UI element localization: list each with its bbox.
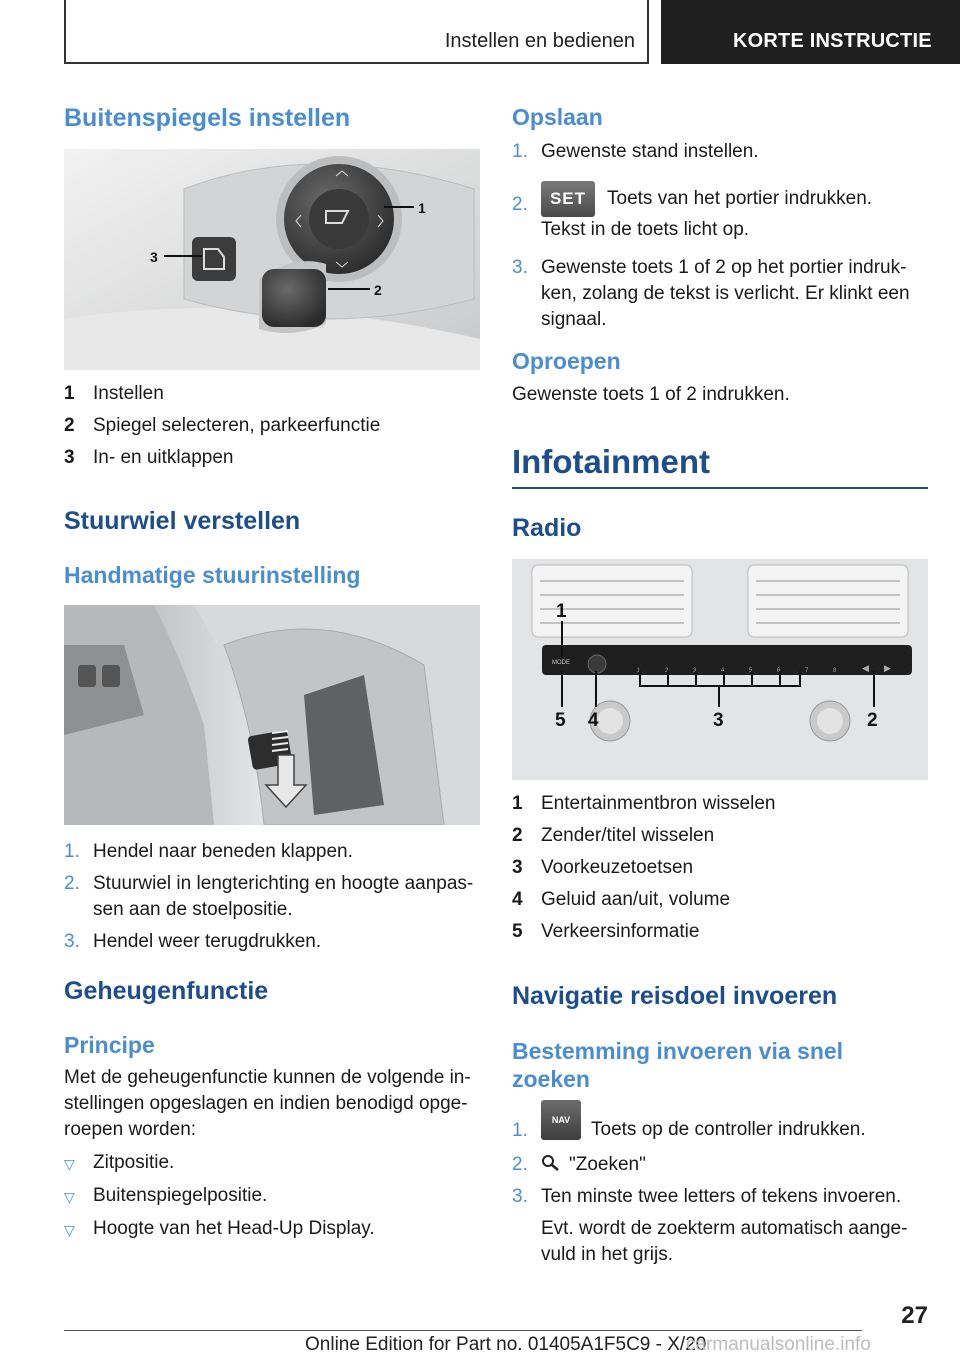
callout-1: 1 bbox=[418, 200, 426, 216]
infotainment-heading: Infotainment bbox=[512, 443, 710, 480]
mirrors-heading: Buitenspiegels instellen bbox=[64, 104, 351, 132]
list-item: 1. NAV Toets op de controller indrukken. bbox=[512, 1098, 928, 1144]
steering-steps bbox=[64, 839, 480, 955]
list-item: 3 In- en uitklappen bbox=[64, 447, 234, 468]
radio-callout-3: 3 bbox=[713, 710, 724, 731]
navigation-heading: Navigatie reisdoel invoeren bbox=[512, 982, 838, 1010]
bullet-triangle-icon: ▽ bbox=[64, 1189, 75, 1205]
edition-text: Online Edition for Part no. 01405A1F5C9 - X/20 bbox=[305, 1334, 707, 1355]
recall-text: Gewenste toets 1 of 2 indrukken. bbox=[512, 384, 790, 405]
preset-label: 5 bbox=[749, 668, 753, 674]
principle-heading: Principe bbox=[64, 1032, 155, 1058]
radio-callout-1: 1 bbox=[556, 601, 567, 622]
recall-heading: Oproepen bbox=[512, 348, 621, 374]
page-number: 27 bbox=[901, 1302, 928, 1329]
navigation-subheading: Bestemming invoeren via snel zoeken bbox=[512, 1038, 844, 1092]
radio-callout-4: 4 bbox=[588, 710, 599, 731]
steering-lever-figure bbox=[64, 605, 480, 825]
set-button-icon: SET bbox=[541, 181, 595, 217]
search-icon bbox=[541, 1154, 561, 1172]
list-item: 1. Gewenste stand instellen. bbox=[512, 141, 759, 162]
radio-callout-5: 5 bbox=[555, 710, 566, 731]
save-heading: Opslaan bbox=[512, 104, 603, 130]
radio-panel-illustration bbox=[512, 559, 928, 780]
memory-bullets bbox=[64, 1150, 480, 1243]
list-item: 1 Entertainmentbron wisselen bbox=[512, 793, 776, 814]
navigation-steps bbox=[512, 1098, 928, 1268]
preset-label: 1 bbox=[637, 668, 641, 674]
list-item: ▽ Zitpositie. bbox=[64, 1150, 480, 1177]
list-item: 5 Verkeersinformatie bbox=[512, 921, 700, 942]
svg-text:◀: ◀ bbox=[862, 664, 869, 674]
list-item: 4 Geluid aan/uit, volume bbox=[512, 889, 731, 910]
save-steps bbox=[512, 139, 928, 333]
steering-lever-illustration bbox=[64, 605, 480, 825]
watermark: carmanualsonline.info bbox=[686, 1334, 871, 1355]
footer-divider bbox=[64, 1330, 862, 1331]
list-item: 2. Stuurwiel in lengterichting en hoogte aanpas-sen aan de stoelpositie. bbox=[64, 873, 474, 920]
list-item: 3. Gewenste toets 1 of 2 op het portier indruk-ken, zolang de tekst is verlicht. Er klinkt een signaal. bbox=[512, 257, 910, 330]
list-item: ▽ Hoogte van het Head-Up Display. bbox=[64, 1216, 480, 1243]
list-item: ▽ Buitenspiegelpositie. bbox=[64, 1183, 480, 1210]
list-item: 3. Hendel weer terugdrukken. bbox=[64, 931, 322, 952]
svg-text:▶: ▶ bbox=[884, 664, 891, 674]
preset-label: 3 bbox=[693, 668, 697, 674]
callout-3: 3 bbox=[150, 249, 158, 265]
list-item: 2 Zender/titel wisselen bbox=[512, 825, 715, 846]
mirrors-legend-list bbox=[64, 378, 380, 474]
list-item: 3 Voorkeuzetoetsen bbox=[512, 857, 694, 878]
nav-button-icon: NAV bbox=[541, 1100, 581, 1140]
bullet-triangle-icon: ▽ bbox=[64, 1222, 75, 1238]
radio-callout-2: 2 bbox=[867, 710, 878, 731]
mode-label: MODE bbox=[552, 660, 570, 666]
preset-label: 8 bbox=[833, 668, 837, 674]
list-item: 1. Hendel naar beneden klappen. bbox=[64, 841, 353, 862]
steering-subheading: Handmatige stuurinstelling bbox=[64, 562, 361, 588]
header-frame bbox=[64, 0, 649, 64]
list-item: 2. "Zoeken" bbox=[512, 1154, 646, 1175]
list-item: 1 Instellen bbox=[64, 383, 164, 404]
section-tab[interactable]: KORTE INSTRUCTIE bbox=[661, 0, 960, 64]
radio-panel-figure bbox=[512, 559, 928, 780]
preset-label: 2 bbox=[665, 668, 669, 674]
mirror-control-illustration bbox=[64, 149, 480, 370]
radio-legend-list bbox=[512, 788, 775, 948]
list-item: 3. Ten minste twee letters of tekens invoeren. Evt. wordt de zoekterm automatisch aange-vuld in het grijs. bbox=[512, 1186, 908, 1265]
heading-rule bbox=[512, 487, 928, 489]
preset-label: 6 bbox=[777, 668, 781, 674]
preset-label: 4 bbox=[721, 668, 725, 674]
memory-heading: Geheugenfunctie bbox=[64, 977, 269, 1005]
list-item: 2. SET Toets van het portier indrukken. Tekst in de toets licht op. bbox=[512, 181, 928, 243]
steering-heading: Stuurwiel verstellen bbox=[64, 507, 301, 535]
principle-text: Met de geheugenfunctie kunnen de volgende in-stellingen opgeslagen en indien benodigd opge-roepen worden: bbox=[64, 1067, 471, 1140]
mirror-control-figure bbox=[64, 149, 480, 370]
radio-heading: Radio bbox=[512, 514, 582, 542]
section-title: Instellen en bedienen bbox=[444, 30, 635, 52]
bullet-triangle-icon: ▽ bbox=[64, 1156, 75, 1172]
preset-label: 7 bbox=[805, 668, 809, 674]
list-item: 2 Spiegel selecteren, parkeerfunctie bbox=[64, 415, 381, 436]
callout-2: 2 bbox=[374, 282, 382, 298]
